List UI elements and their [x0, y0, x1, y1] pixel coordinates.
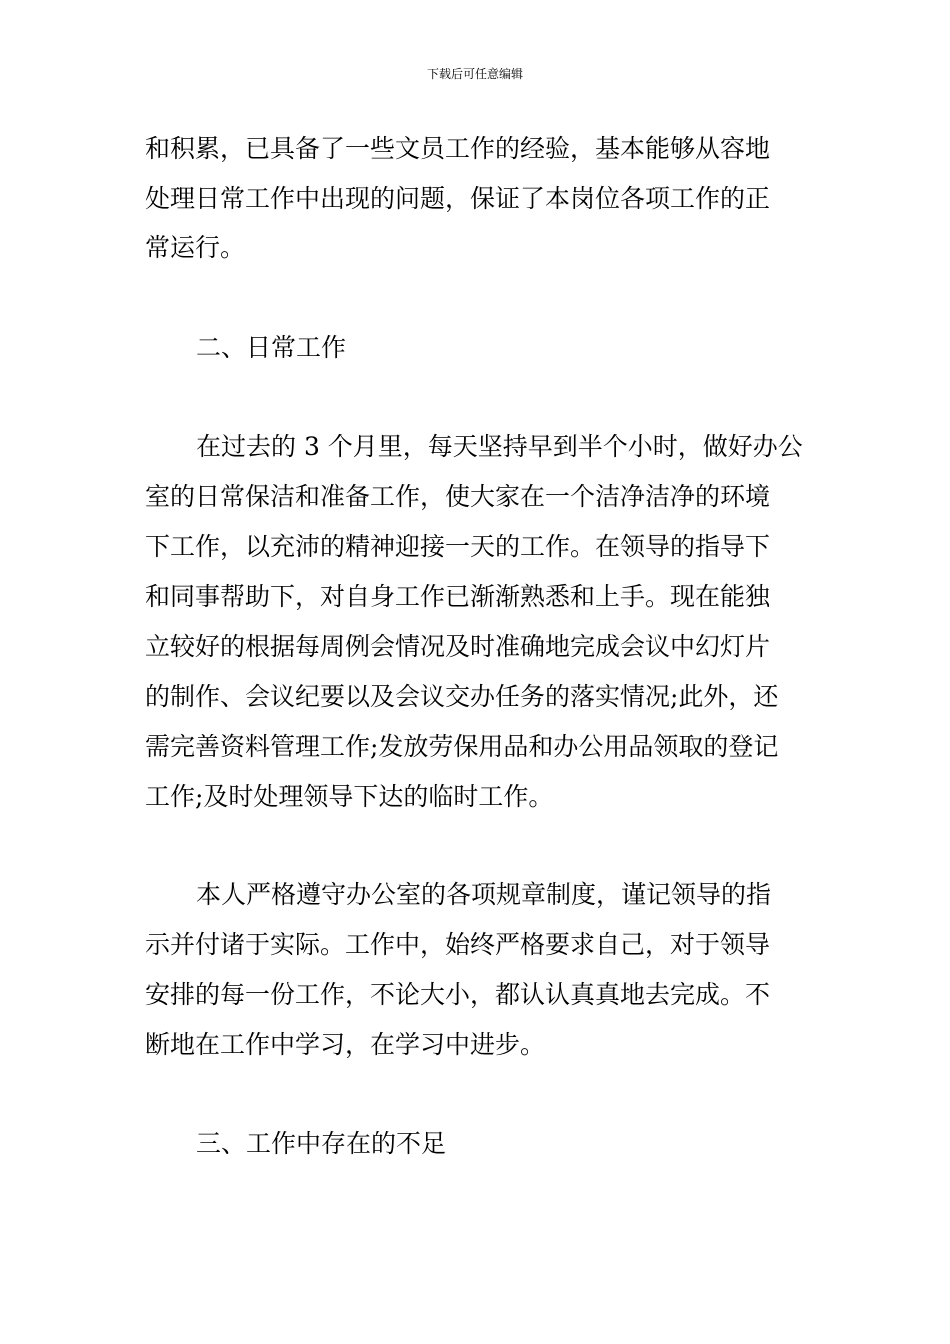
paragraph-line: 安排的每一份工作，不论大小，都认认真真地去完成。不: [145, 980, 771, 1009]
paragraph-line: 和积累，已具备了一些文员工作的经验，基本能够从容地: [145, 134, 771, 163]
paragraph-line: 下工作，以充沛的精神迎接一天的工作。在领导的指导下: [145, 532, 771, 561]
section-heading: 二、日常工作: [196, 333, 347, 362]
section-heading: 三、工作中存在的不足: [196, 1129, 447, 1158]
paragraph-line: 本人严格遵守办公室的各项规章制度，谨记领导的指: [196, 880, 772, 909]
paragraph-line: 立较好的根据每周例会情况及时准确地完成会议中幻灯片: [145, 632, 771, 661]
paragraph-line: 在过去的 3 个月里，每天坚持早到半个小时，做好办公: [196, 432, 803, 461]
paragraph-line: 室的日常保洁和准备工作，使大家在一个洁净洁净的环境: [145, 482, 771, 511]
paragraph-line: 的制作、会议纪要以及会议交办任务的落实情况;此外，还: [145, 682, 779, 711]
paragraph-line: 和同事帮助下，对自身工作已渐渐熟悉和上手。现在能独: [145, 582, 771, 611]
paragraph-line: 常运行。: [145, 233, 246, 262]
paragraph-line: 示并付诸于实际。工作中，始终严格要求自己，对于领导: [145, 930, 771, 959]
paragraph-line: 处理日常工作中出现的问题，保证了本岗位各项工作的正: [145, 184, 771, 213]
page-header: 下载后可任意编辑: [426, 67, 523, 81]
paragraph-line: 需完善资料管理工作;发放劳保用品和办公用品领取的登记: [145, 732, 779, 761]
paragraph-line: 工作;及时处理领导下达的临时工作。: [145, 782, 554, 811]
paragraph-line: 断地在工作中学习，在学习中进步。: [145, 1030, 546, 1059]
